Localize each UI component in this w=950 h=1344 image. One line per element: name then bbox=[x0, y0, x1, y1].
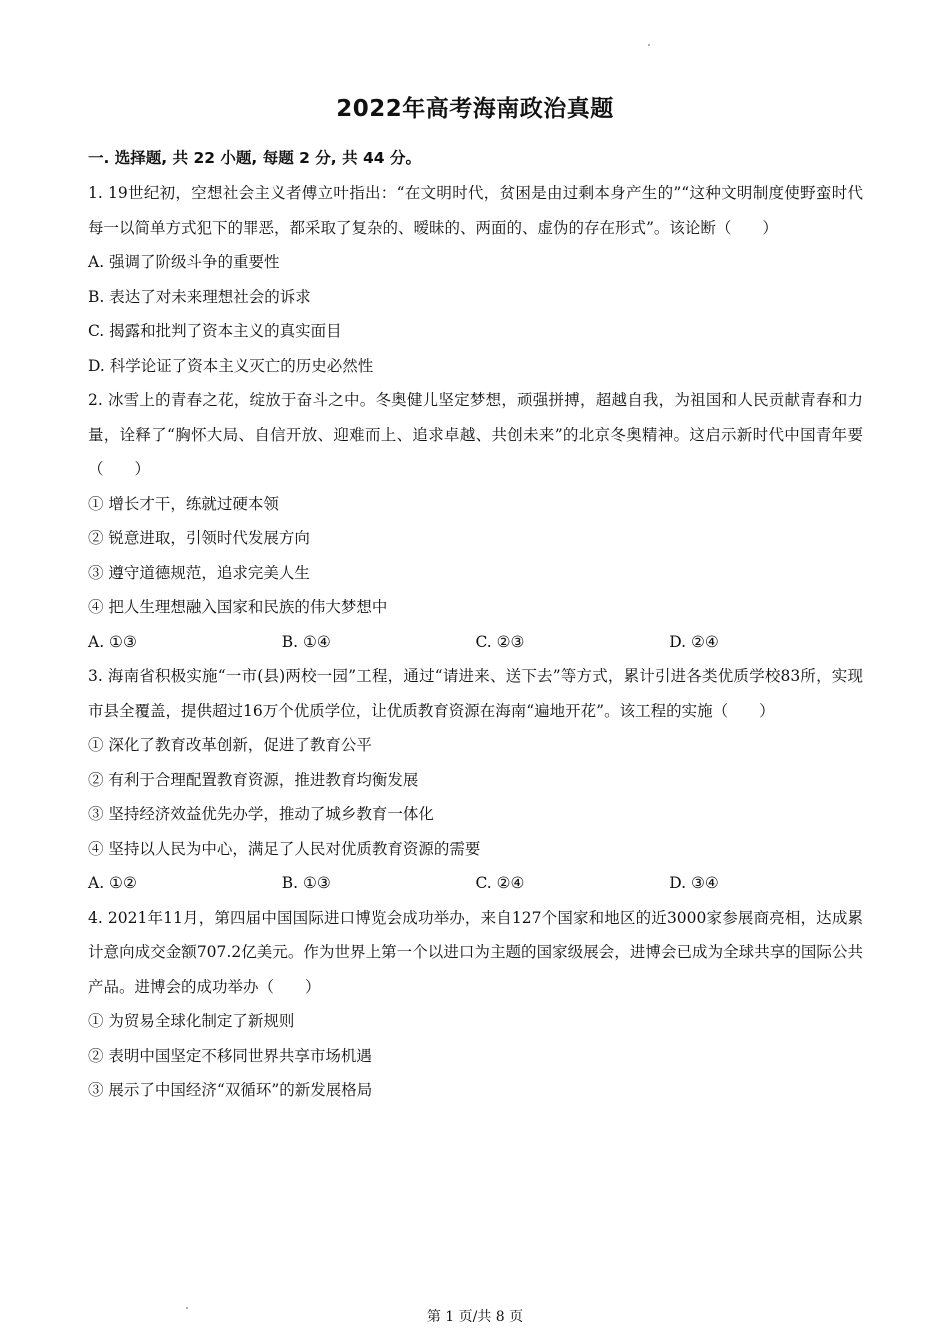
question-stem: 3. 海南省积极实施“一市(县)两校一园”工程，通过“请进来、送下去”等方式，累计引进各类优质学校83所，实现市县全覆盖，提供超过16万个优质学位，让优质教育资源在海南“遍地开花”。该工程的实施（ ） bbox=[88, 667, 863, 720]
statement-item: ① 增长才干，练就过硬本领 bbox=[88, 494, 279, 513]
page-footer: 第 1 页/共 8 页 bbox=[426, 1309, 524, 1325]
statement-item: ③ 坚持经济效益优先办学，推动了城乡教育一体化 bbox=[88, 805, 434, 823]
choice: A. ①③ bbox=[88, 632, 137, 651]
speck bbox=[648, 44, 650, 46]
question-stem: 1. 19世纪初，空想社会主义者傅立叶指出：“在文明时代，贫困是由过剩本身产生的”“这种文明制度使野蛮时代每一以简单方式犯下的罪恶，都采取了复杂的、暧昧的、两面的、虚伪的存在形式”。该论断（ ） bbox=[88, 184, 863, 237]
statement-item: ② 锐意进取，引领时代发展方向 bbox=[88, 529, 310, 547]
choice: C. ②③ bbox=[475, 632, 525, 651]
question-stem: 2. 冰雪上的青春之花，绽放于奋斗之中。冬奥健儿坚定梦想，顽强拼搏，超越自我，为祖国和人民贡献青春和力量，诠释了“胸怀大局、自信开放、迎难而上、追求卓越、共创未来”的北京冬奥精神。这启示新时代中国青年要（ ） bbox=[88, 391, 863, 478]
statement-item: ④ 把人生理想融入国家和民族的伟大梦想中 bbox=[88, 598, 388, 616]
question-stem: 4. 2021年11月，第四届中国国际进口博览会成功举办，来自127个国家和地区的近3000家参展商亮相，达成累计意向成交金额707.2亿美元。作为世界上第一个以进口为主题的国家级展会，进博会已成为全球共享的国际公共产品。进博会的成功举办（ ） bbox=[88, 908, 863, 996]
statement-item: ② 有利于合理配置教育资源，推进教育均衡发展 bbox=[88, 770, 419, 789]
page-title: 2022年高考海南政治真题 bbox=[336, 96, 614, 122]
option: C. 揭露和批判了资本主义的真实面目 bbox=[88, 322, 342, 340]
option: D. 科学论证了资本主义灭亡的历史必然性 bbox=[88, 356, 374, 375]
option: B. 表达了对未来理想社会的诉求 bbox=[88, 287, 311, 306]
statement-item: ① 深化了教育改革创新，促进了教育公平 bbox=[88, 736, 372, 754]
question-body bbox=[88, 176, 863, 1108]
statement-item: ④ 坚持以人民为中心，满足了人民对优质教育资源的需要 bbox=[88, 839, 481, 858]
choice: A. ①② bbox=[88, 874, 137, 892]
choice: D. ③④ bbox=[669, 874, 719, 892]
option: A. 强调了阶级斗争的重要性 bbox=[88, 253, 280, 271]
answer-choices bbox=[88, 625, 863, 660]
statement-item: ② 表明中国坚定不移同世界共享市场机遇 bbox=[88, 1046, 372, 1065]
choice: B. ①③ bbox=[281, 874, 331, 892]
statement-item: ① 为贸易全球化制定了新规则 bbox=[88, 1012, 295, 1030]
statement-item: ③ 展示了中国经济“双循环”的新发展格局 bbox=[88, 1081, 373, 1099]
statement-item: ③ 遵守道德规范，追求完美人生 bbox=[88, 563, 310, 582]
choice: C. ②④ bbox=[475, 874, 525, 892]
choice: D. ②④ bbox=[669, 632, 719, 651]
choice: B. ①④ bbox=[281, 632, 331, 651]
section-heading: 一. 选择题, 共 22 小题, 每题 2 分, 共 44 分。 bbox=[88, 149, 421, 167]
answer-choices bbox=[88, 866, 863, 901]
